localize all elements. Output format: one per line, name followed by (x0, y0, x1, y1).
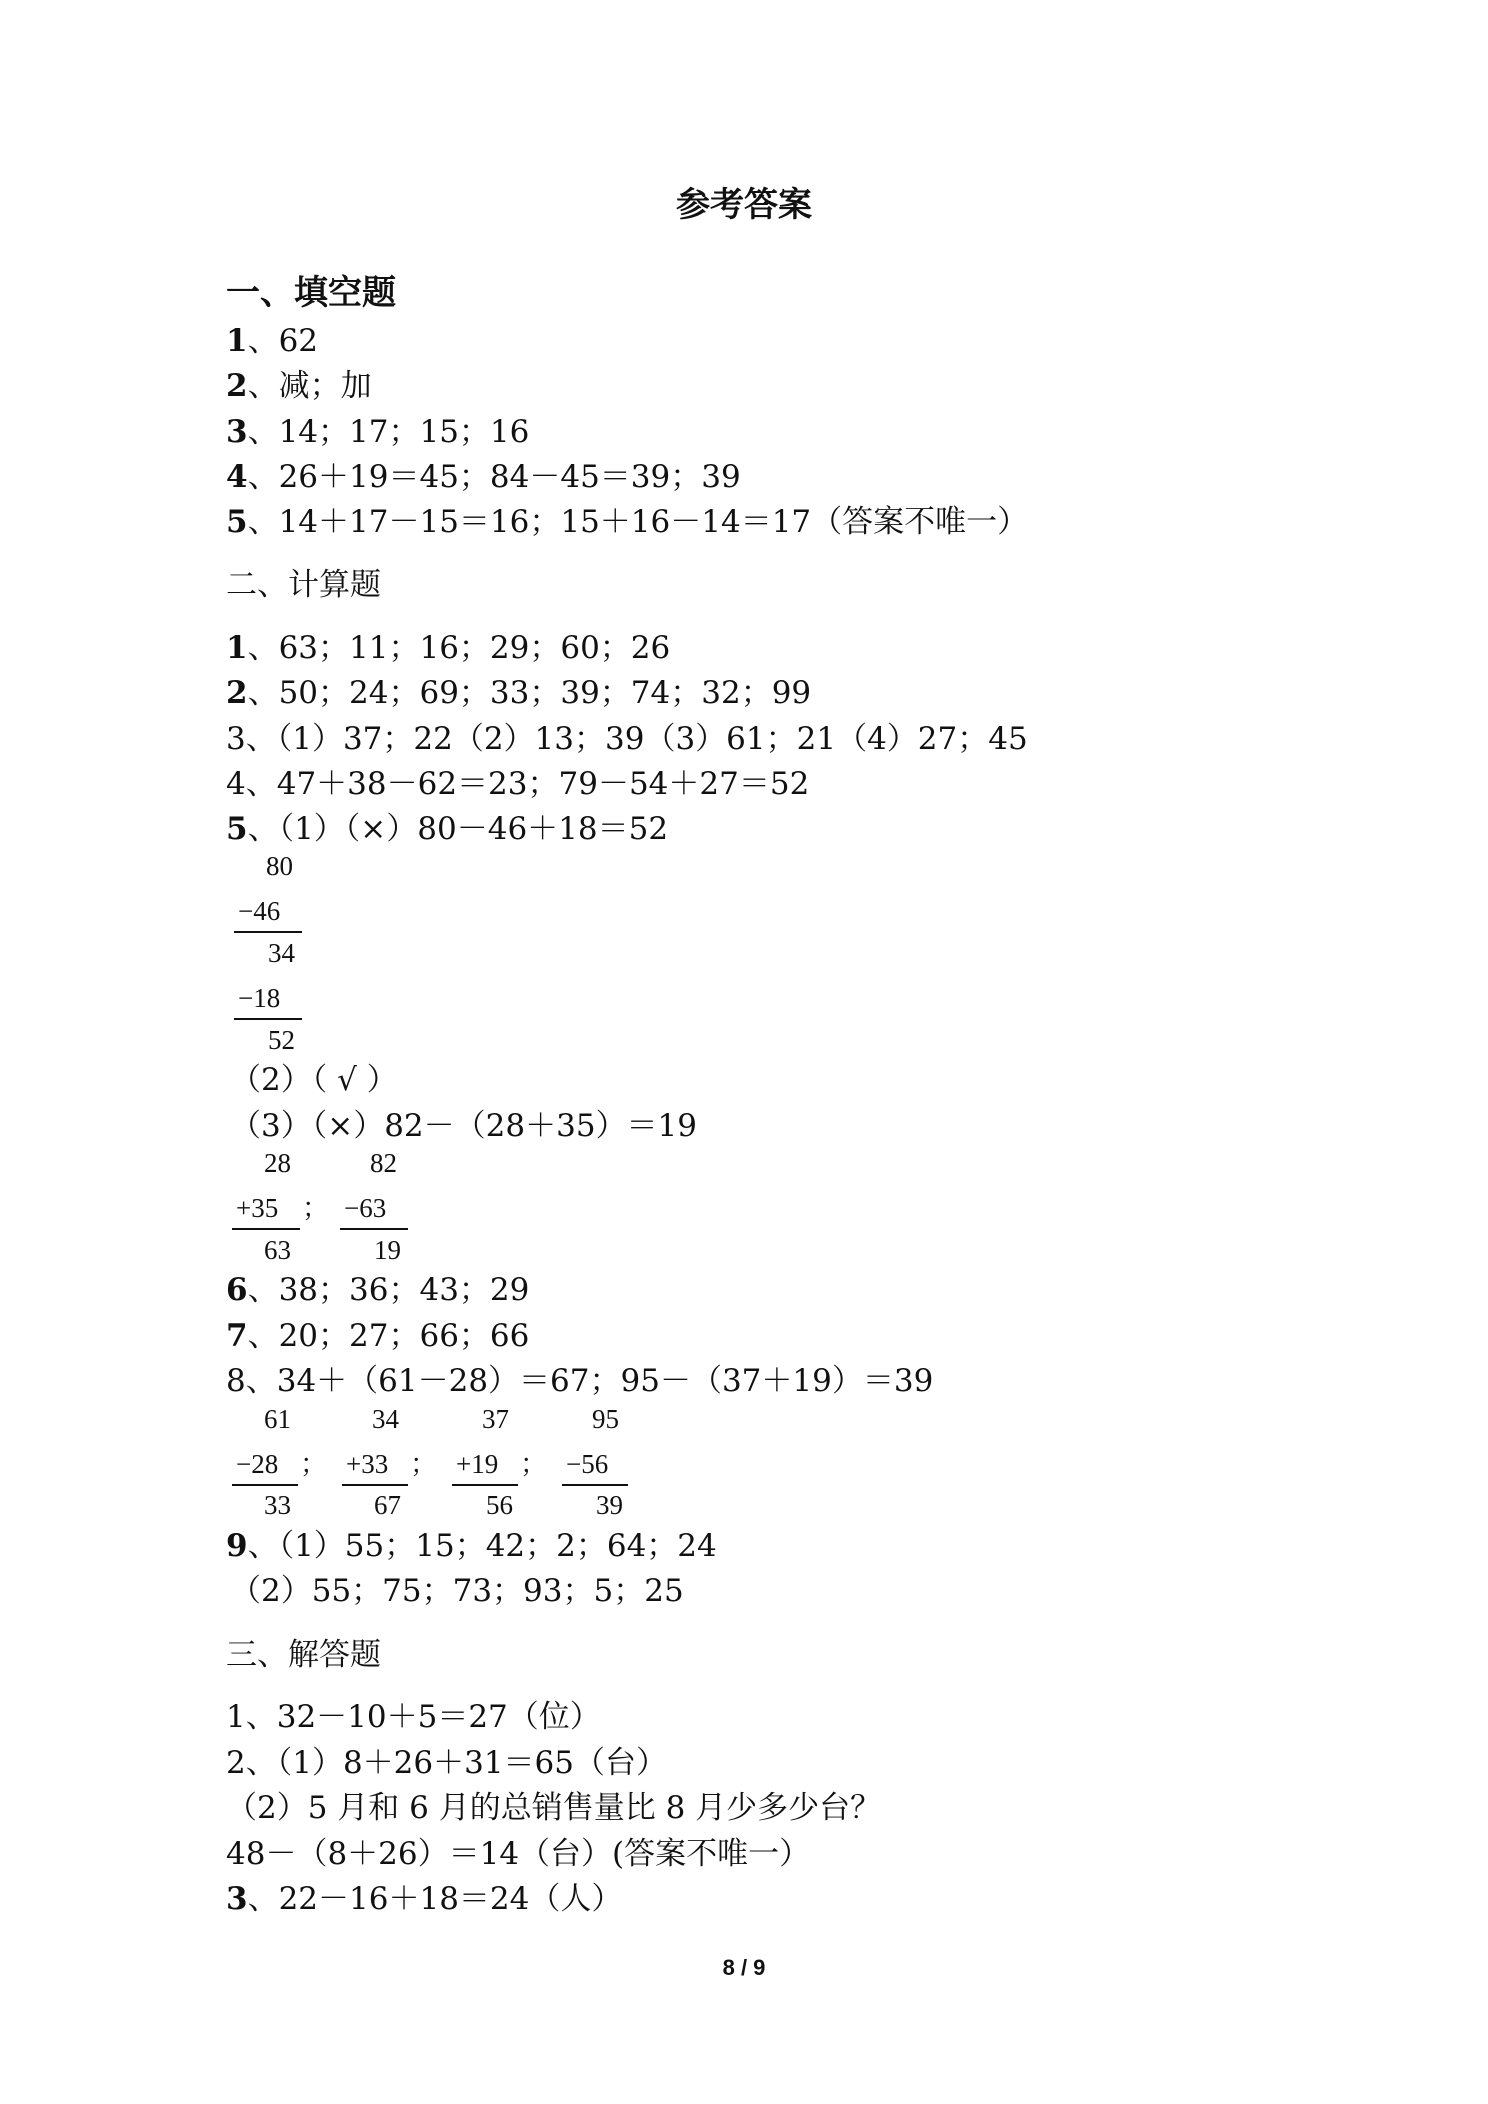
calc-value: +35 (236, 1193, 279, 1223)
calc-value: 39 (596, 1490, 623, 1520)
calc-line (234, 931, 302, 933)
answer-line (226, 412, 529, 452)
calc-value: 67 (374, 1490, 401, 1520)
answer-line (226, 809, 668, 849)
item-text: 8、34＋（61－28）＝67；95－（37＋19）＝39 (226, 1363, 934, 1399)
item-text: 、62 (247, 323, 319, 359)
item-number: 3 (226, 1881, 248, 1917)
calc-separator: ； (520, 1449, 547, 1479)
calc-value: 61 (264, 1404, 291, 1434)
item-text: 、63；11；16；29；60；26 (247, 630, 671, 666)
item-number: 3 (226, 414, 248, 450)
item-number: 5 (226, 811, 248, 847)
item-text: 、26＋19＝45；84－45＝39；39 (247, 459, 741, 495)
calc-line (562, 1484, 628, 1486)
item-number: 2 (226, 675, 248, 711)
answer-line (226, 1834, 810, 1874)
answer-line (226, 1361, 933, 1401)
answer-line (226, 1316, 529, 1356)
item-number: 6 (226, 1272, 248, 1308)
calc-value: 63 (264, 1235, 291, 1265)
item-text: 、38；36；43；29 (247, 1272, 530, 1308)
item-text: 、（1）55；15；42；2；64；24 (247, 1528, 717, 1564)
calc-line (232, 1484, 298, 1486)
calc-value: 80 (266, 851, 293, 881)
item-number: 7 (226, 1318, 248, 1354)
item-number: 4 (226, 459, 248, 495)
item-text: 、50；24；69；33；39；74；32；99 (247, 675, 812, 711)
calc-separator: ； (302, 1193, 329, 1223)
answer-line (226, 628, 670, 668)
calc-value: 34 (268, 938, 295, 968)
item-number: 2 (226, 368, 248, 404)
calc-value: 56 (486, 1490, 513, 1520)
calc-value: −63 (344, 1193, 387, 1223)
calc-value: 33 (264, 1490, 291, 1520)
calc-value: −46 (238, 896, 281, 926)
calc-value: 82 (370, 1148, 397, 1178)
item-text: 、14；17；15；16 (247, 414, 530, 450)
answer-line (226, 673, 811, 713)
answer-line (226, 1526, 717, 1566)
calc-separator: ； (410, 1449, 437, 1479)
calc-value: 34 (372, 1404, 399, 1434)
answer-line: （2）55；75；73；93；5；25 (230, 1573, 684, 1609)
page-number: 8 / 9 (722, 1955, 766, 1980)
answer-line (226, 719, 1028, 759)
item-number: 5 (226, 504, 248, 540)
answer-line (226, 366, 372, 406)
answer-line (226, 1879, 622, 1919)
item-number: 1 (226, 323, 248, 359)
calc-line (232, 1228, 300, 1230)
calc-value: +19 (456, 1449, 499, 1479)
section-heading-word-problems: 三、解答题 (226, 1637, 381, 1673)
section-heading-calculation: 二、计算题 (226, 567, 381, 603)
calc-value: 28 (264, 1148, 291, 1178)
answer-line (226, 502, 1028, 542)
calc-value: 95 (592, 1404, 619, 1434)
calc-line (342, 1484, 408, 1486)
item-text: 2、（1）8＋26＋31＝65（台） (226, 1745, 668, 1781)
item-number: 1 (226, 630, 248, 666)
answer-line (226, 457, 741, 497)
answer-line (226, 764, 809, 804)
answer-line (226, 1788, 881, 1828)
item-text: 、22－16＋18＝24（人） (247, 1881, 623, 1917)
calc-value: −56 (566, 1449, 609, 1479)
item-text: （2）5 月和 6 月的总销售量比 8 月少多少台？ (226, 1790, 882, 1826)
calc-value: +33 (346, 1449, 389, 1479)
answer-line (226, 321, 318, 361)
item-text: 、20；27；66；66 (247, 1318, 530, 1354)
answer-line (226, 1697, 601, 1737)
page-title: 参考答案 (676, 185, 812, 225)
item-number: 9 (226, 1528, 248, 1564)
item-text: 4、47＋38－62＝23；79－54＋27＝52 (226, 766, 810, 802)
calc-value: −28 (236, 1449, 279, 1479)
calc-line (340, 1228, 408, 1230)
answer-line: （3）（×）82－（28＋35）＝19 (230, 1108, 697, 1144)
answer-line: （2）（ √ ） (230, 1062, 398, 1098)
calc-value: −18 (238, 983, 281, 1013)
section-heading-fill-blank: 一、填空题 (226, 273, 396, 313)
calc-separator: ； (300, 1449, 327, 1479)
item-text: 、（1）（×）80－46＋18＝52 (247, 811, 669, 847)
calc-line (452, 1484, 518, 1486)
answer-line (226, 1270, 529, 1310)
item-text: 1、32－10＋5＝27（位） (226, 1699, 601, 1735)
calc-line (234, 1018, 302, 1020)
item-text: 48－（8＋26）＝14（台）(答案不唯一） (226, 1836, 811, 1872)
calc-value: 52 (268, 1025, 295, 1055)
answer-line (226, 1743, 667, 1783)
item-text: 、14＋17－15＝16；15＋16－14＝17（答案不唯一） (247, 504, 1029, 540)
calc-value: 37 (482, 1404, 509, 1434)
calc-value: 19 (374, 1235, 401, 1265)
item-text: 3、（1）37；22（2）13；39（3）61；21（4）27；45 (226, 721, 1028, 757)
item-text: 、减；加 (247, 368, 372, 404)
